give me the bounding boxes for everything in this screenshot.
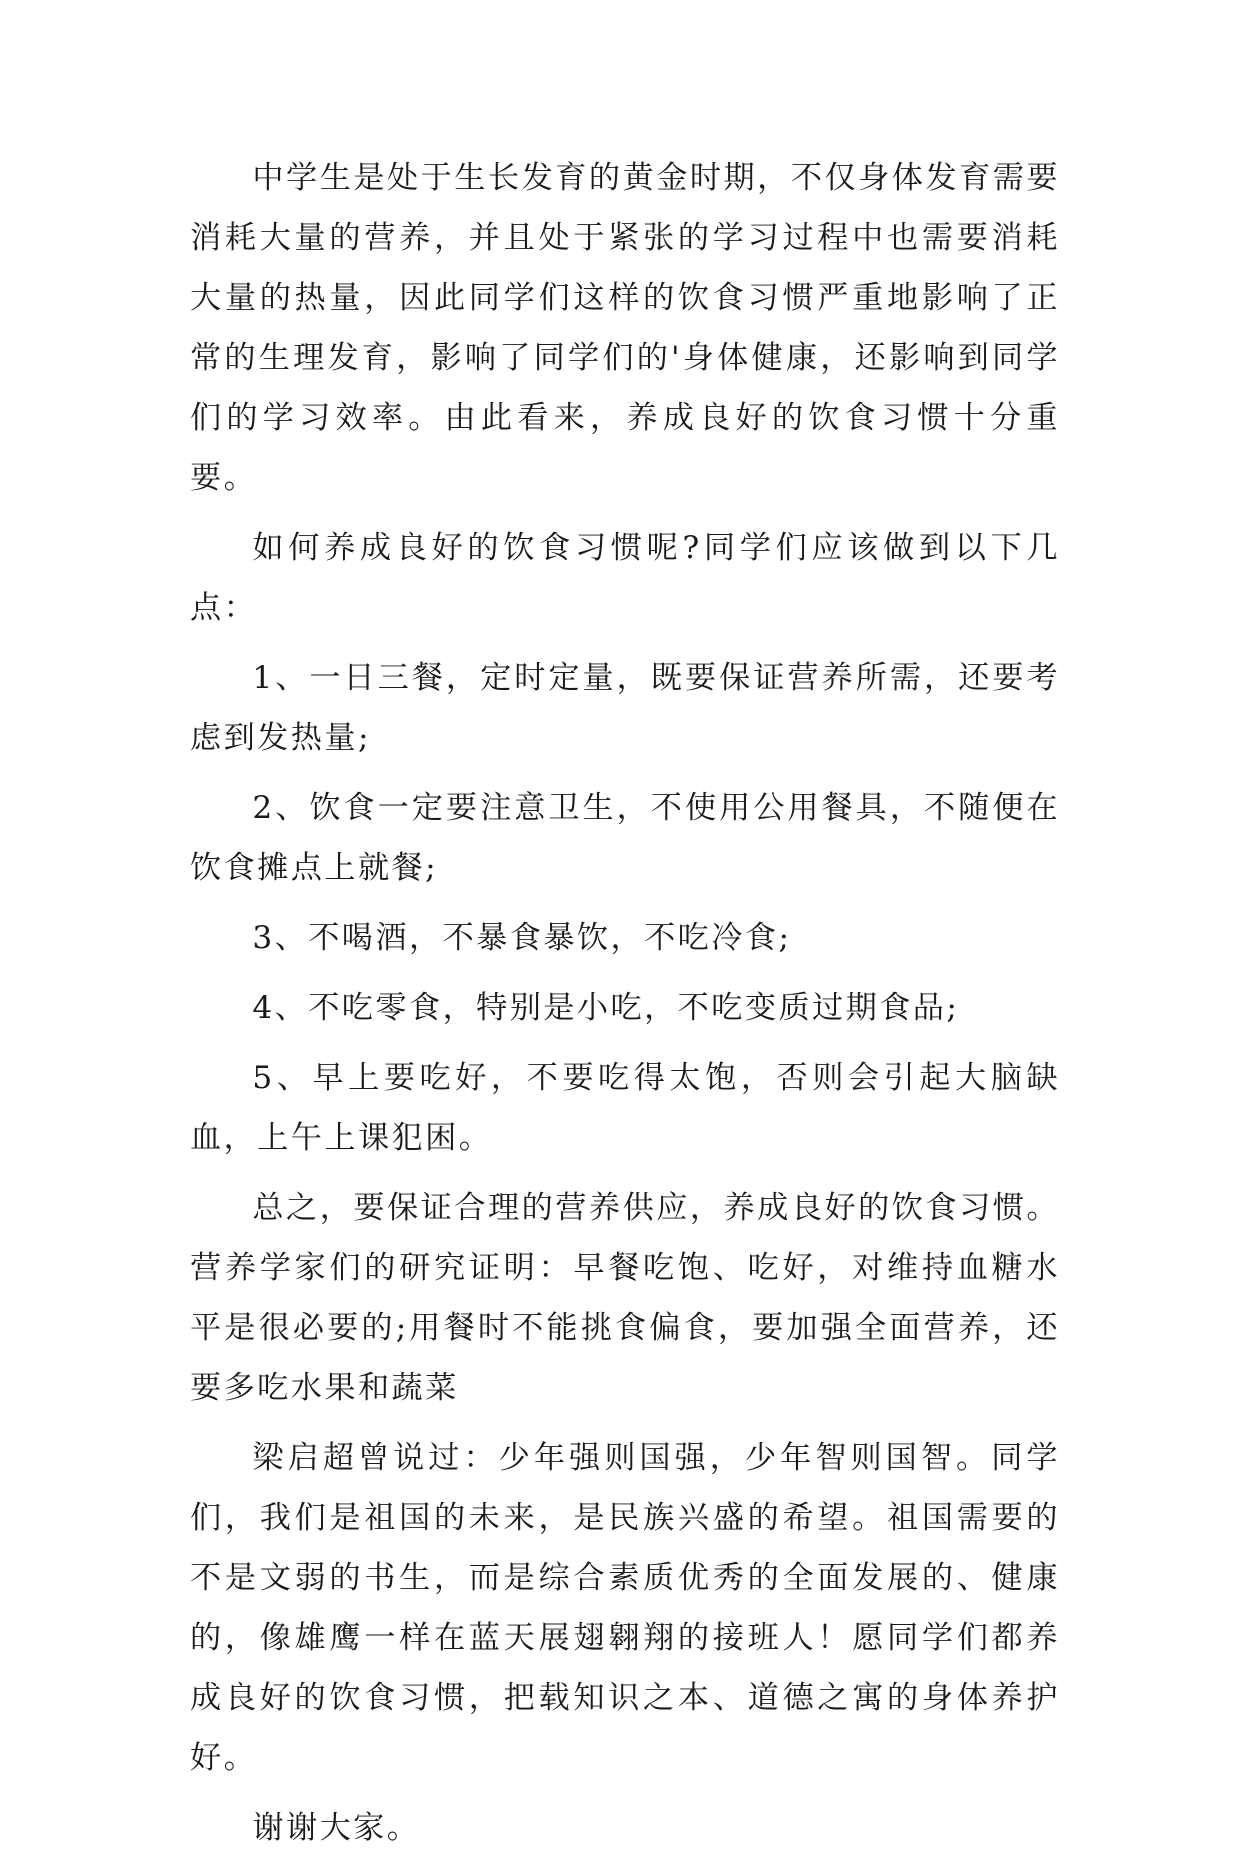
paragraph-nutrition-importance: 中学生是处于生长发育的黄金时期，不仅身体发育需要消耗大量的营养，并且处于紧张的学习过程中也需要消耗大量的热量，因此同学们这样的饮食习惯严重地影响了正常的生理发育，影响了同学们的'身体健康，还影响到同学们的学习效率。由此看来，养成良好的饮食习惯十分重要。 — [190, 160, 1060, 496]
paragraph-closing-quote: 梁启超曾说过：少年强则国强，少年智则国智。同学们，我们是祖国的未来，是民族兴盛的希望。祖国需要的不是文弱的书生，而是综合素质优秀的全面发展的、健康的，像雄鹰一样在蓝天展翅翱翔的接班人！愿同学们都养成良好的饮食习惯，把载知识之本、道德之寓的身体养护好。 — [190, 1440, 1060, 1776]
list-item-breakfast: 5、早上要吃好，不要吃得太饱，否则会引起大脑缺血，上午上课犯困。 — [190, 1060, 1060, 1156]
list-item-no-snacks: 4、不吃零食，特别是小吃，不吃变质过期食品; — [252, 990, 960, 1026]
list-item-hygiene: 2、饮食一定要注意卫生，不使用公用餐具，不随便在饮食摊点上就餐; — [190, 790, 1060, 886]
document-page — [190, 148, 1060, 1868]
list-item-no-alcohol: 3、不喝酒，不暴食暴饮，不吃冷食; — [252, 920, 792, 956]
paragraph-summary: 总之，要保证合理的营养供应，养成良好的饮食习惯。营养学家们的研究证明：早餐吃饱、吃好，对维持血糖水平是很必要的;用餐时不能挑食偏食，要加强全面营养，还要多吃水果和蔬菜 — [190, 1190, 1060, 1406]
list-item-meals: 1、一日三餐，定时定量，既要保证营养所需，还要考虑到发热量; — [190, 660, 1060, 756]
paragraph-how-to-question: 如何养成良好的饮食习惯呢?同学们应该做到以下几点： — [190, 530, 1060, 626]
paragraph-thanks: 谢谢大家。 — [252, 1810, 421, 1846]
